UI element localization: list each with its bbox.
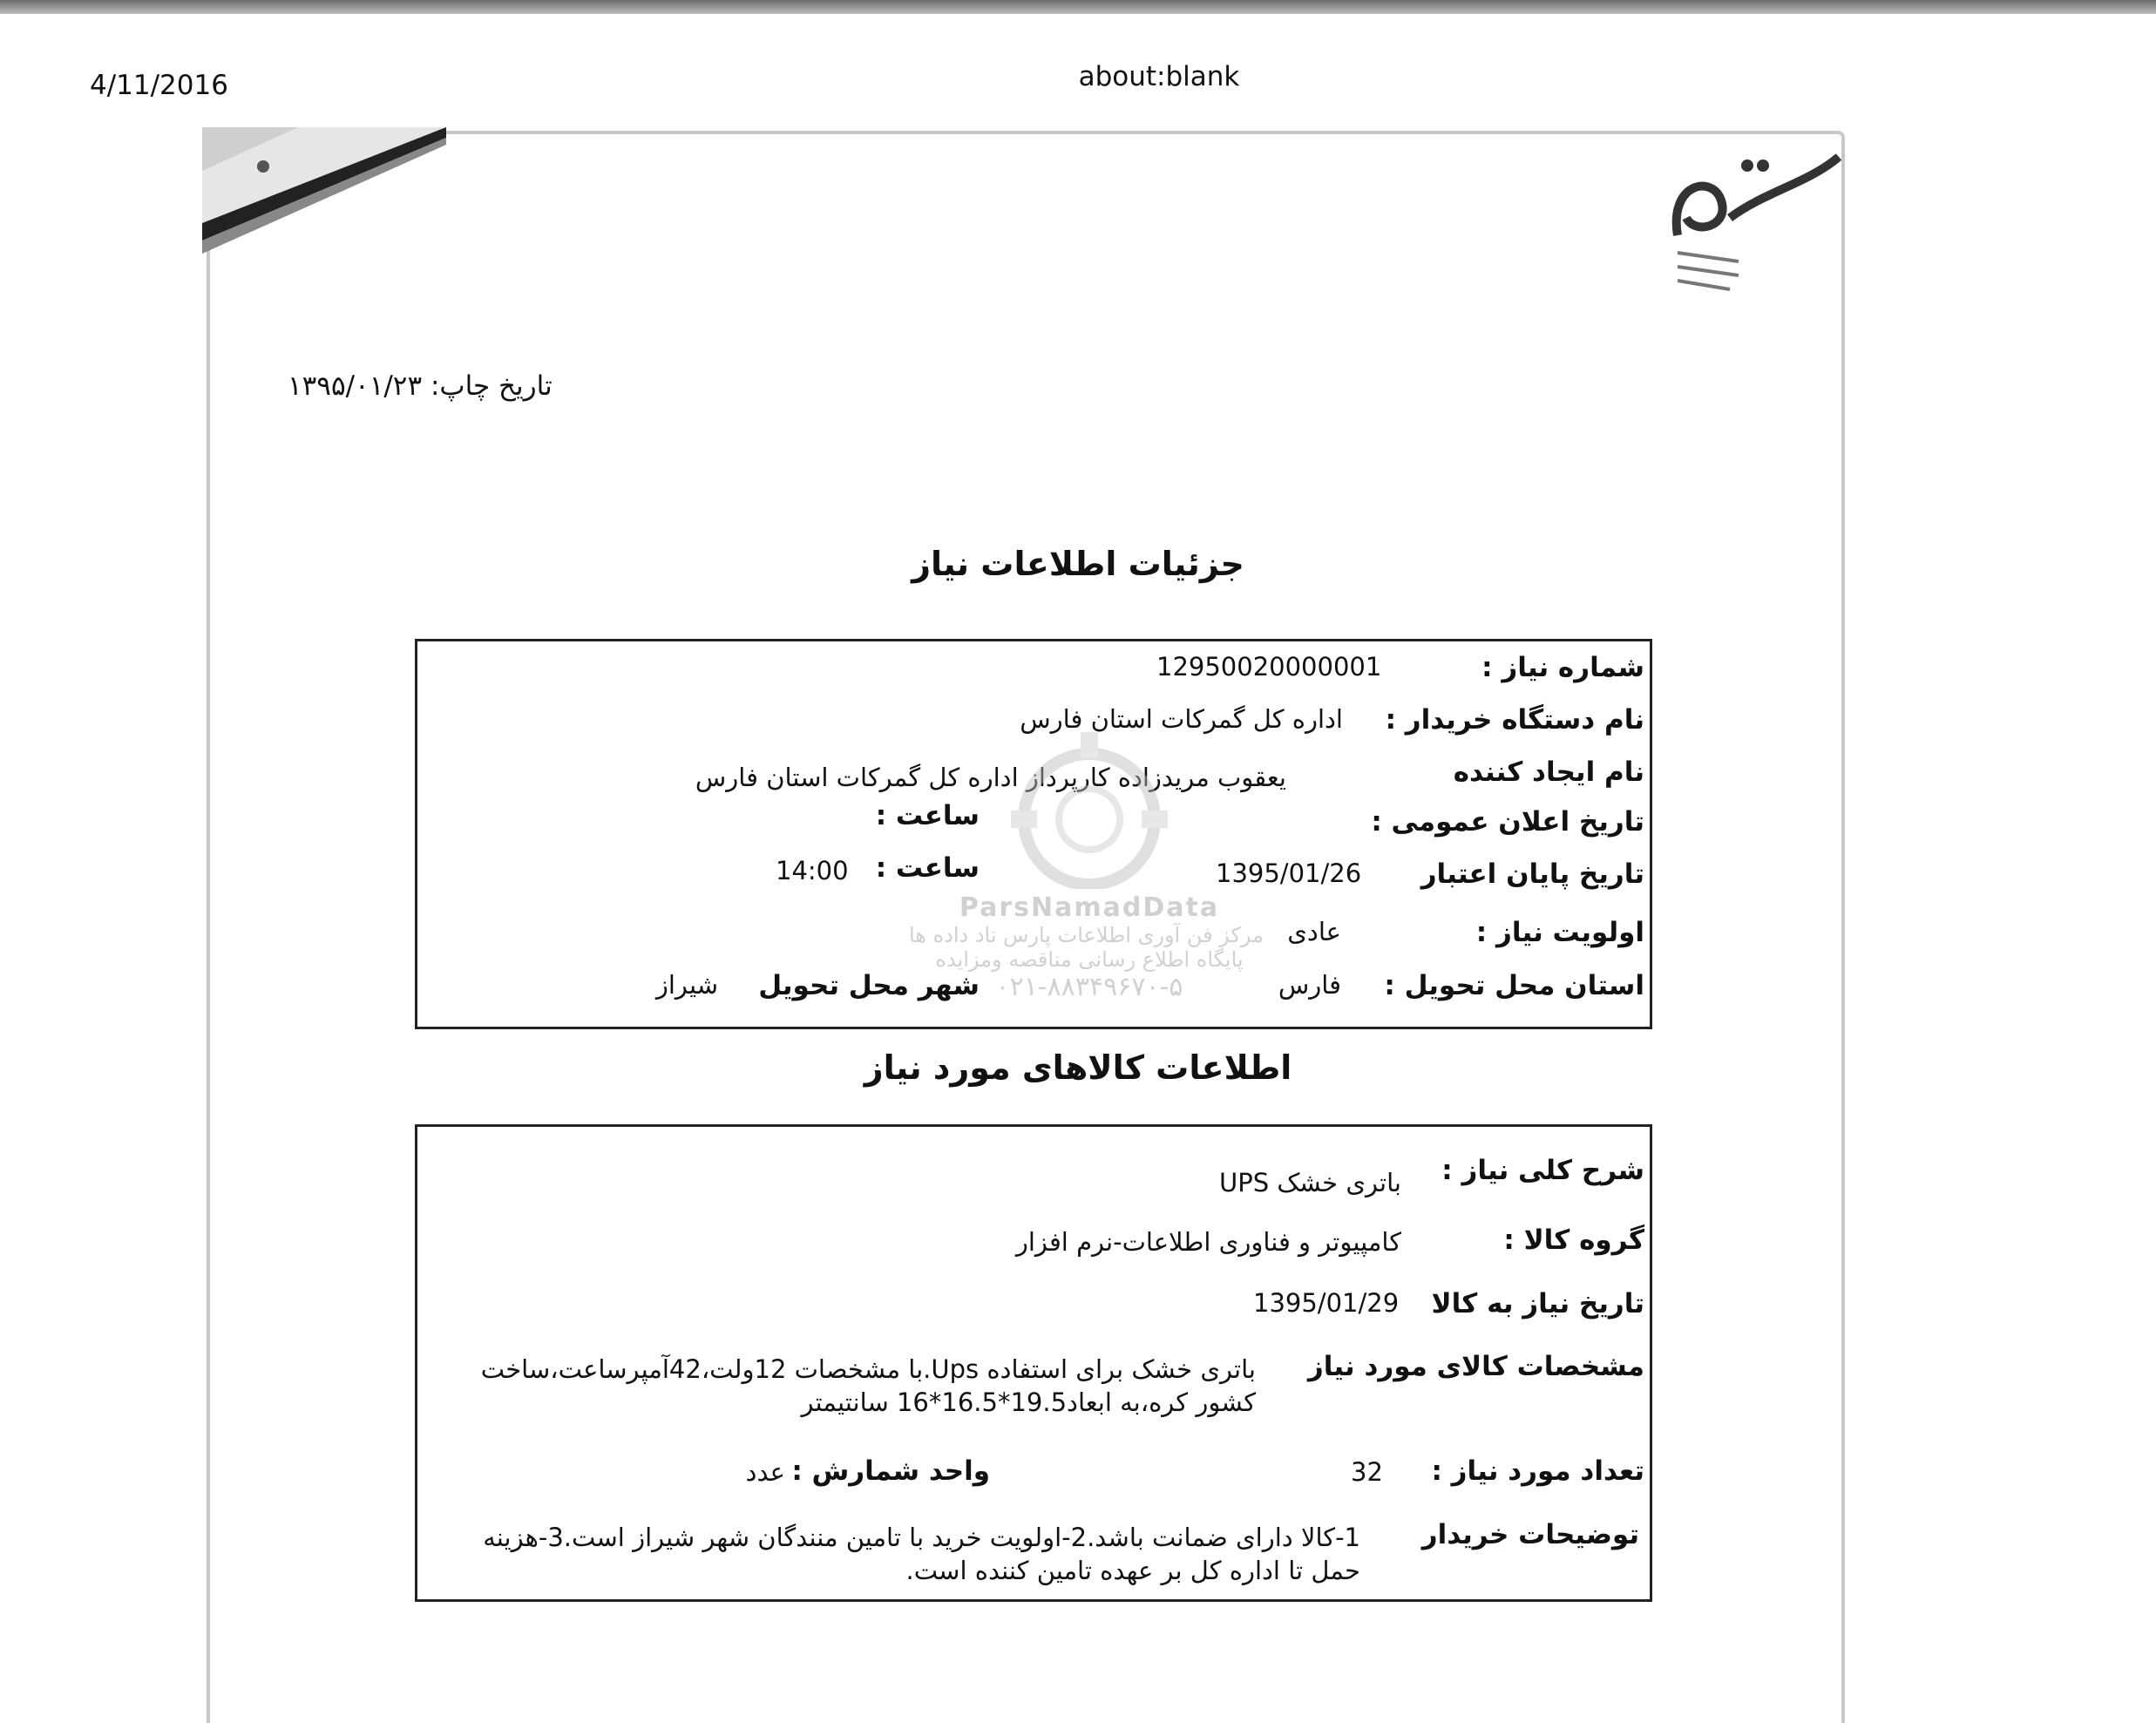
priority-label: اولویت نیاز : — [1475, 917, 1644, 948]
need-date-value: 1395/01/29 — [1253, 1288, 1400, 1318]
section1-title: جزئیات اطلاعات نیاز — [912, 545, 1244, 583]
expiry-time-value: 14:00 — [776, 856, 849, 885]
delivery-province-value: فارس — [1278, 970, 1341, 1000]
watermark-phone: ۰۲۱-۸۸۳۴۹۶۷۰-۵ — [995, 972, 1183, 1002]
quantity-value: 32 — [1351, 1457, 1383, 1487]
watermark-line1: مرکز فن آوری اطلاعات پارس ناد داده ها — [908, 923, 1264, 947]
priority-value: عادی — [1287, 917, 1341, 946]
setad-logo-icon — [1660, 131, 1852, 296]
need-number-value: 12950020000001 — [1156, 652, 1382, 682]
watermark-brand: ParsNamadData — [959, 892, 1220, 923]
expiry-date-value: 1395/01/26 — [1216, 858, 1362, 888]
goods-group-value: کامپیوتر و فناوری اطلاعات-نرم افزار — [1015, 1227, 1401, 1257]
buyer-value: اداره کل گمرکات استان فارس — [1020, 704, 1343, 734]
browser-print-date: 4/11/2016 — [90, 70, 228, 101]
goods-group-label: گروه کالا : — [1503, 1224, 1644, 1256]
specifications-value: باتری خشک برای استفاده Ups.با مشخصات 12ولت،42آمپرساعت،ساخت کشور کره،به ابعاد19.5*16.5*16 سانتیمتر — [480, 1354, 1256, 1417]
creator-label: نام ایجاد کننده — [1453, 756, 1644, 788]
delivery-city-label: شهر محل تحویل — [758, 970, 980, 1001]
general-description-label: شرح کلی نیاز : — [1441, 1155, 1644, 1186]
scan-top-edge — [0, 0, 2156, 14]
watermark-gear-icon — [915, 715, 1264, 889]
buyer-label: نام دستگاه خریدار : — [1385, 704, 1644, 736]
print-date: تاریخ چاپ: ۱۳۹۵/۰۱/۲۳ — [288, 370, 553, 402]
need-date-label: تاریخ نیاز به کالا — [1431, 1288, 1644, 1319]
parsnamaddata-watermark — [908, 715, 1264, 1011]
iran-flag-emblem — [202, 127, 446, 258]
announce-time-label: ساعت : — [875, 800, 980, 831]
specifications-label: مشخصات کالای مورد نیاز — [1307, 1351, 1644, 1382]
expiry-time-label: ساعت : — [875, 852, 980, 884]
buyer-notes-label: توضیحات خریدار — [1421, 1519, 1639, 1550]
general-description-value: باتری خشک UPS — [1219, 1168, 1401, 1197]
watermark-line2: پایگاه اطلاع رسانی مناقصه ومزایده — [935, 947, 1244, 972]
unit-label: واحد شمارش : — [791, 1455, 990, 1487]
quantity-label: تعداد مورد نیاز : — [1431, 1455, 1644, 1487]
section2-title: اطلاعات کالاهای مورد نیاز — [864, 1048, 1292, 1087]
creator-value: یعقوب مریدزاده کارپرداز اداره کل گمرکات استان فارس — [695, 763, 1286, 792]
delivery-city-value: شیراز — [655, 970, 718, 1000]
need-number-label: شماره نیاز : — [1481, 652, 1644, 683]
browser-url: about:blank — [1078, 61, 1240, 92]
buyer-notes-value: 1-کالا دارای ضمانت باشد.2-اولویت خرید با تامین منندگان شهر شیراز است.3-هزینه حمل تا اداره کل بر عهده تامین کننده است. — [483, 1523, 1360, 1585]
unit-value: عدد — [745, 1457, 785, 1487]
announce-date-label: تاریخ اعلان عمومی : — [1371, 806, 1644, 838]
delivery-province-label: استان محل تحویل : — [1384, 970, 1644, 1001]
expiry-date-label: تاریخ پایان اعتبار — [1420, 858, 1644, 890]
